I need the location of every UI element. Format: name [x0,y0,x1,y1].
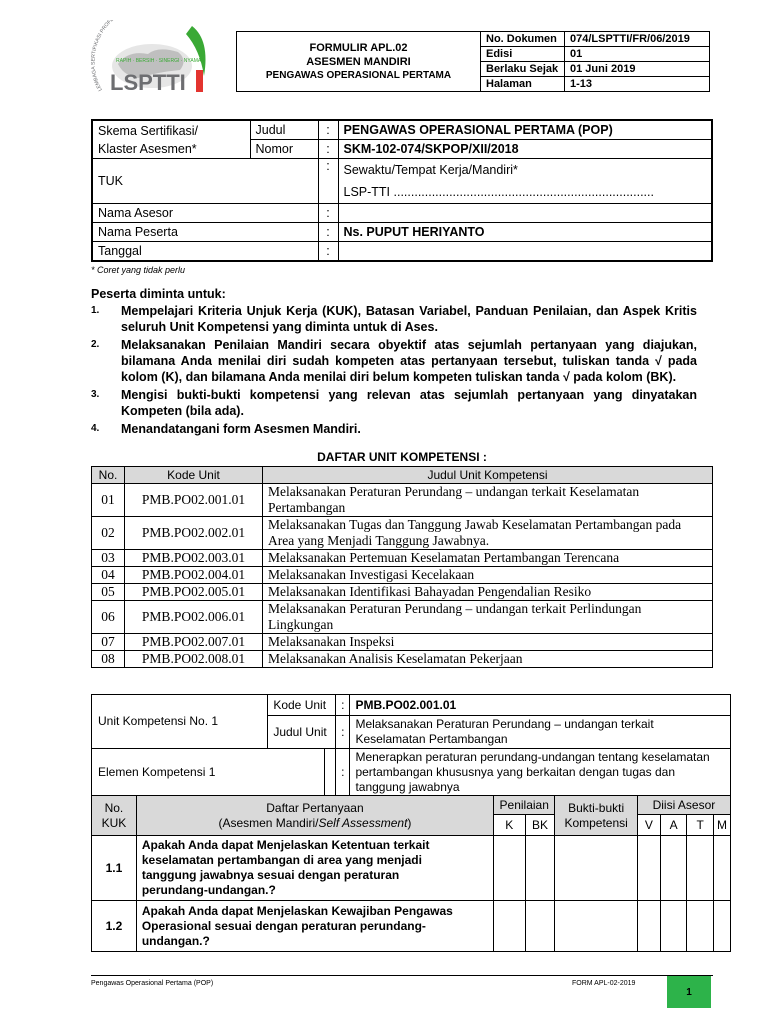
meta-value: 1-13 [565,77,710,92]
header-daftar-sub-post: ) [407,815,412,830]
units-header-no: No. [92,467,125,484]
asesor-m-cell[interactable] [714,901,731,952]
instruction-item [91,303,697,335]
logo-text: LSPTTI [110,70,186,95]
colon: : [318,204,338,223]
judul-unit-label: Judul Unit [268,716,336,749]
checkbox-bk[interactable] [525,901,555,952]
instruction-num: 4. [91,423,100,434]
bukti-cell[interactable] [555,901,637,952]
header-penilaian: Penilaian [494,796,555,815]
form-title: FORMULIR APL.02 [309,41,408,54]
instruction-text: Menandatangani form Asesmen Mandiri. [121,422,361,436]
asesor-value [338,204,712,223]
header-kuk: KUK [101,815,127,830]
footer-divider [91,975,713,976]
nomor-value: SKM-102-074/SKPOP/XII/2018 [338,140,712,159]
unit-no: 05 [92,584,125,601]
form-subtitle: ASESMEN MANDIRI [306,55,411,68]
unit-judul: Melaksanakan Peraturan Perundang – undangan terkait Perlindungan Lingkungan [263,601,713,634]
table-row [92,901,731,952]
unit-kode: PMB.PO02.002.01 [125,517,263,550]
checkbox-k[interactable] [494,901,526,952]
tanggal-label: Tanggal [92,242,318,262]
units-header-judul: Judul Unit Kompetensi [263,467,713,484]
units-title: DAFTAR UNIT KOMPETENSI : [317,450,487,464]
colon: : [318,159,338,204]
header-m: M [714,815,731,836]
asesor-label: Nama Asesor [92,204,318,223]
instructions-intro: Peserta diminta untuk: [91,287,226,301]
table-row [92,584,713,601]
colon: : [336,695,350,716]
colon: : [318,120,338,140]
header-t: T [687,815,714,836]
colon: : [318,242,338,262]
table-row [92,484,713,517]
instructions [91,287,697,439]
header-a: A [660,815,687,836]
asesor-v-cell[interactable] [637,836,660,901]
kode-unit-label: Kode Unit [268,695,336,716]
asesor-v-cell[interactable] [637,901,660,952]
asesor-a-cell[interactable] [660,901,687,952]
header-daftar-sub-pre: (Asesmen Mandiri/ [218,815,319,830]
checkbox-k[interactable] [494,836,526,901]
judul-value: PENGAWAS OPERASIONAL PERTAMA (POP) [338,120,712,140]
instruction-text: Melaksanakan Penilaian Mandiri secara obyektif atas sejumlah pertanyaan yang diajukan, bilamana Anda menilai diri sudah kompeten atas pertanyaan tersebut, tuliskan tanda √ pada kolom (K), dan bilamana Anda menilai diri belum kompeten tuliskan tanda √ pada kolom (BK). [121,338,697,384]
table-row [92,836,731,901]
table-row [92,517,713,550]
tuk-label: TUK [92,159,318,204]
header-daftar-sub-italic: Self Assessment [318,815,408,830]
unit-judul: Melaksanakan Analisis Keselamatan Pekerjaan [263,651,713,668]
header-table [236,31,710,92]
asesor-a-cell[interactable] [660,836,687,901]
unit-judul: Melaksanakan Peraturan Perundang – undangan terkait Keselamatan Pertambangan [263,484,713,517]
table-row [92,634,713,651]
kuk-no: 1.1 [92,836,137,901]
units-table [91,466,713,668]
header-daftar [136,796,493,836]
instructions-list [91,303,697,437]
unit-judul: Melaksanakan Pertemuan Keselamatan Pertambangan Terencana [263,550,713,567]
footer-right: FORM APL-02-2019 [572,980,636,987]
schema-table [91,119,713,262]
klaster-label: Klaster Asesmen* [98,141,197,156]
footer-left: Pengawas Operasional Pertama (POP) [91,980,214,987]
logo-motto: RAPIH · BERSIH · SINERGI · NYAMAN [116,58,205,64]
header-no-kuk [92,796,137,836]
asesor-t-cell[interactable] [687,836,714,901]
unit-no: 07 [92,634,125,651]
instruction-item [91,421,697,437]
header-v: V [637,815,660,836]
elemen-value: Menerapkan peraturan perundang-undangan tentang keselamatan pertambangan khususnya yang berkaitan dengan tugas dan tanggung jawabnya [350,749,731,796]
table-row [92,601,713,634]
elemen-label: Elemen Kompetensi 1 [92,749,325,796]
meta-value: 01 Juni 2019 [565,62,710,77]
unit-kode: PMB.PO02.003.01 [125,550,263,567]
header-daftar-sub [140,816,490,831]
unit-kode: PMB.PO02.008.01 [125,651,263,668]
tanggal-value [338,242,712,262]
meta-label: Edisi [481,47,565,62]
judul-label: Judul [250,120,318,140]
unit-kode: PMB.PO02.006.01 [125,601,263,634]
bukti-cell[interactable] [555,836,637,901]
kuk-no: 1.2 [92,901,137,952]
unit-judul: Melaksanakan Inspeksi [263,634,713,651]
header-bk: BK [525,815,555,836]
meta-label: Berlaku Sejak [481,62,565,77]
skema-label-cell [92,120,250,159]
unit-kode: PMB.PO02.005.01 [125,584,263,601]
form-name: PENGAWAS OPERASIONAL PERTAMA [265,69,452,81]
header-bukti-2: Kompetensi [564,815,628,830]
table-row [92,567,713,584]
spacer [325,749,336,796]
peserta-value: Ns. PUPUT HERIYANTO [338,223,712,242]
instruction-item [91,337,697,385]
form-title-cell [237,32,481,92]
header-daftar-title: Daftar Pertanyaan [266,800,364,815]
tuk-value-2: LSP-TTI ........................................................................... [343,185,654,199]
instruction-num: 2. [91,339,100,350]
unit-judul: Melaksanakan Tugas dan Tanggung Jawab Keselamatan Pertambangan pada Area yang Menjadi Tanggung Jawabnya. [263,517,713,550]
asesor-m-cell[interactable] [714,836,731,901]
instruction-num: 1. [91,305,100,316]
judul-unit-value: Melaksanakan Peraturan Perundang – undangan terkait Keselamatan Pertambangan [350,716,731,749]
unit-judul: Melaksanakan Investigasi Kecelakaan [263,567,713,584]
tuk-value-1: Sewaktu/Tempat Kerja/Mandiri* [343,163,518,177]
kode-unit-value: PMB.PO02.001.01 [350,695,731,716]
colon: : [336,716,350,749]
meta-value: 074/LSPTTI/FR/06/2019 [565,32,710,47]
meta-label: No. Dokumen [481,32,565,47]
note: * Coret yang tidak perlu [91,265,186,275]
meta-value: 01 [565,47,710,62]
unit-no: 01 [92,484,125,517]
unit-no: 04 [92,567,125,584]
unit-kode: PMB.PO02.004.01 [125,567,263,584]
checkbox-bk[interactable] [525,836,555,901]
peserta-label: Nama Peserta [92,223,318,242]
colon: : [336,749,350,796]
unit-no: 03 [92,550,125,567]
header-no: No. [104,800,124,815]
instruction-text: Mempelajari Kriteria Unjuk Kerja (KUK), Batasan Variabel, Panduan Penilaian, dan Aspek Kritis seluruh Unit Kompetensi yang diminta untuk di Ases. [121,304,697,334]
unit-label: Unit Kompetensi No. 1 [92,695,268,749]
kuk-question: Apakah Anda dapat Menjelaskan Kewajiban Pengawas Operasional sesuai dengan peraturan perundang-undangan.? [136,901,493,952]
page-number: 1 [667,976,711,1008]
colon: : [318,140,338,159]
skema-label: Skema Sertifikasi/ [98,123,199,138]
table-row [92,550,713,567]
unit-no: 06 [92,601,125,634]
lsptti-logo [88,20,218,106]
units-header-kode: Kode Unit [125,467,263,484]
unit-kode: PMB.PO02.007.01 [125,634,263,651]
logo-arc-text: LEMBAGA SERTIFIKASI PROF [90,20,113,92]
instruction-num: 3. [91,389,100,400]
table-row [92,651,713,668]
unit-no: 02 [92,517,125,550]
header-bukti [555,796,637,836]
unit-no: 08 [92,651,125,668]
unit-kode: PMB.PO02.001.01 [125,484,263,517]
colon: : [318,223,338,242]
header-asesor: Diisi Asesor [637,796,730,815]
tuk-value-cell [338,159,712,204]
header-k: K [494,815,526,836]
header-bukti-1: Bukti-bukti [568,800,625,815]
instruction-item [91,387,697,419]
instruction-text: Mengisi bukti-bukti kompetensi yang relevan atas sejumlah pertanyaan yang dinyatakan Kompeten (bila ada). [121,388,697,418]
asesor-t-cell[interactable] [687,901,714,952]
kuk-question: Apakah Anda dapat Menjelaskan Ketentuan terkait keselamatan pertambangan di area yang menjadi tanggung jawabnya sesuai dengan peraturan perundang-undangan.? [136,836,493,901]
unit-detail-table [91,694,731,952]
unit-judul: Melaksanakan Identifikasi Bahayadan Pengendalian Resiko [263,584,713,601]
nomor-label: Nomor [250,140,318,159]
meta-label: Halaman [481,77,565,92]
